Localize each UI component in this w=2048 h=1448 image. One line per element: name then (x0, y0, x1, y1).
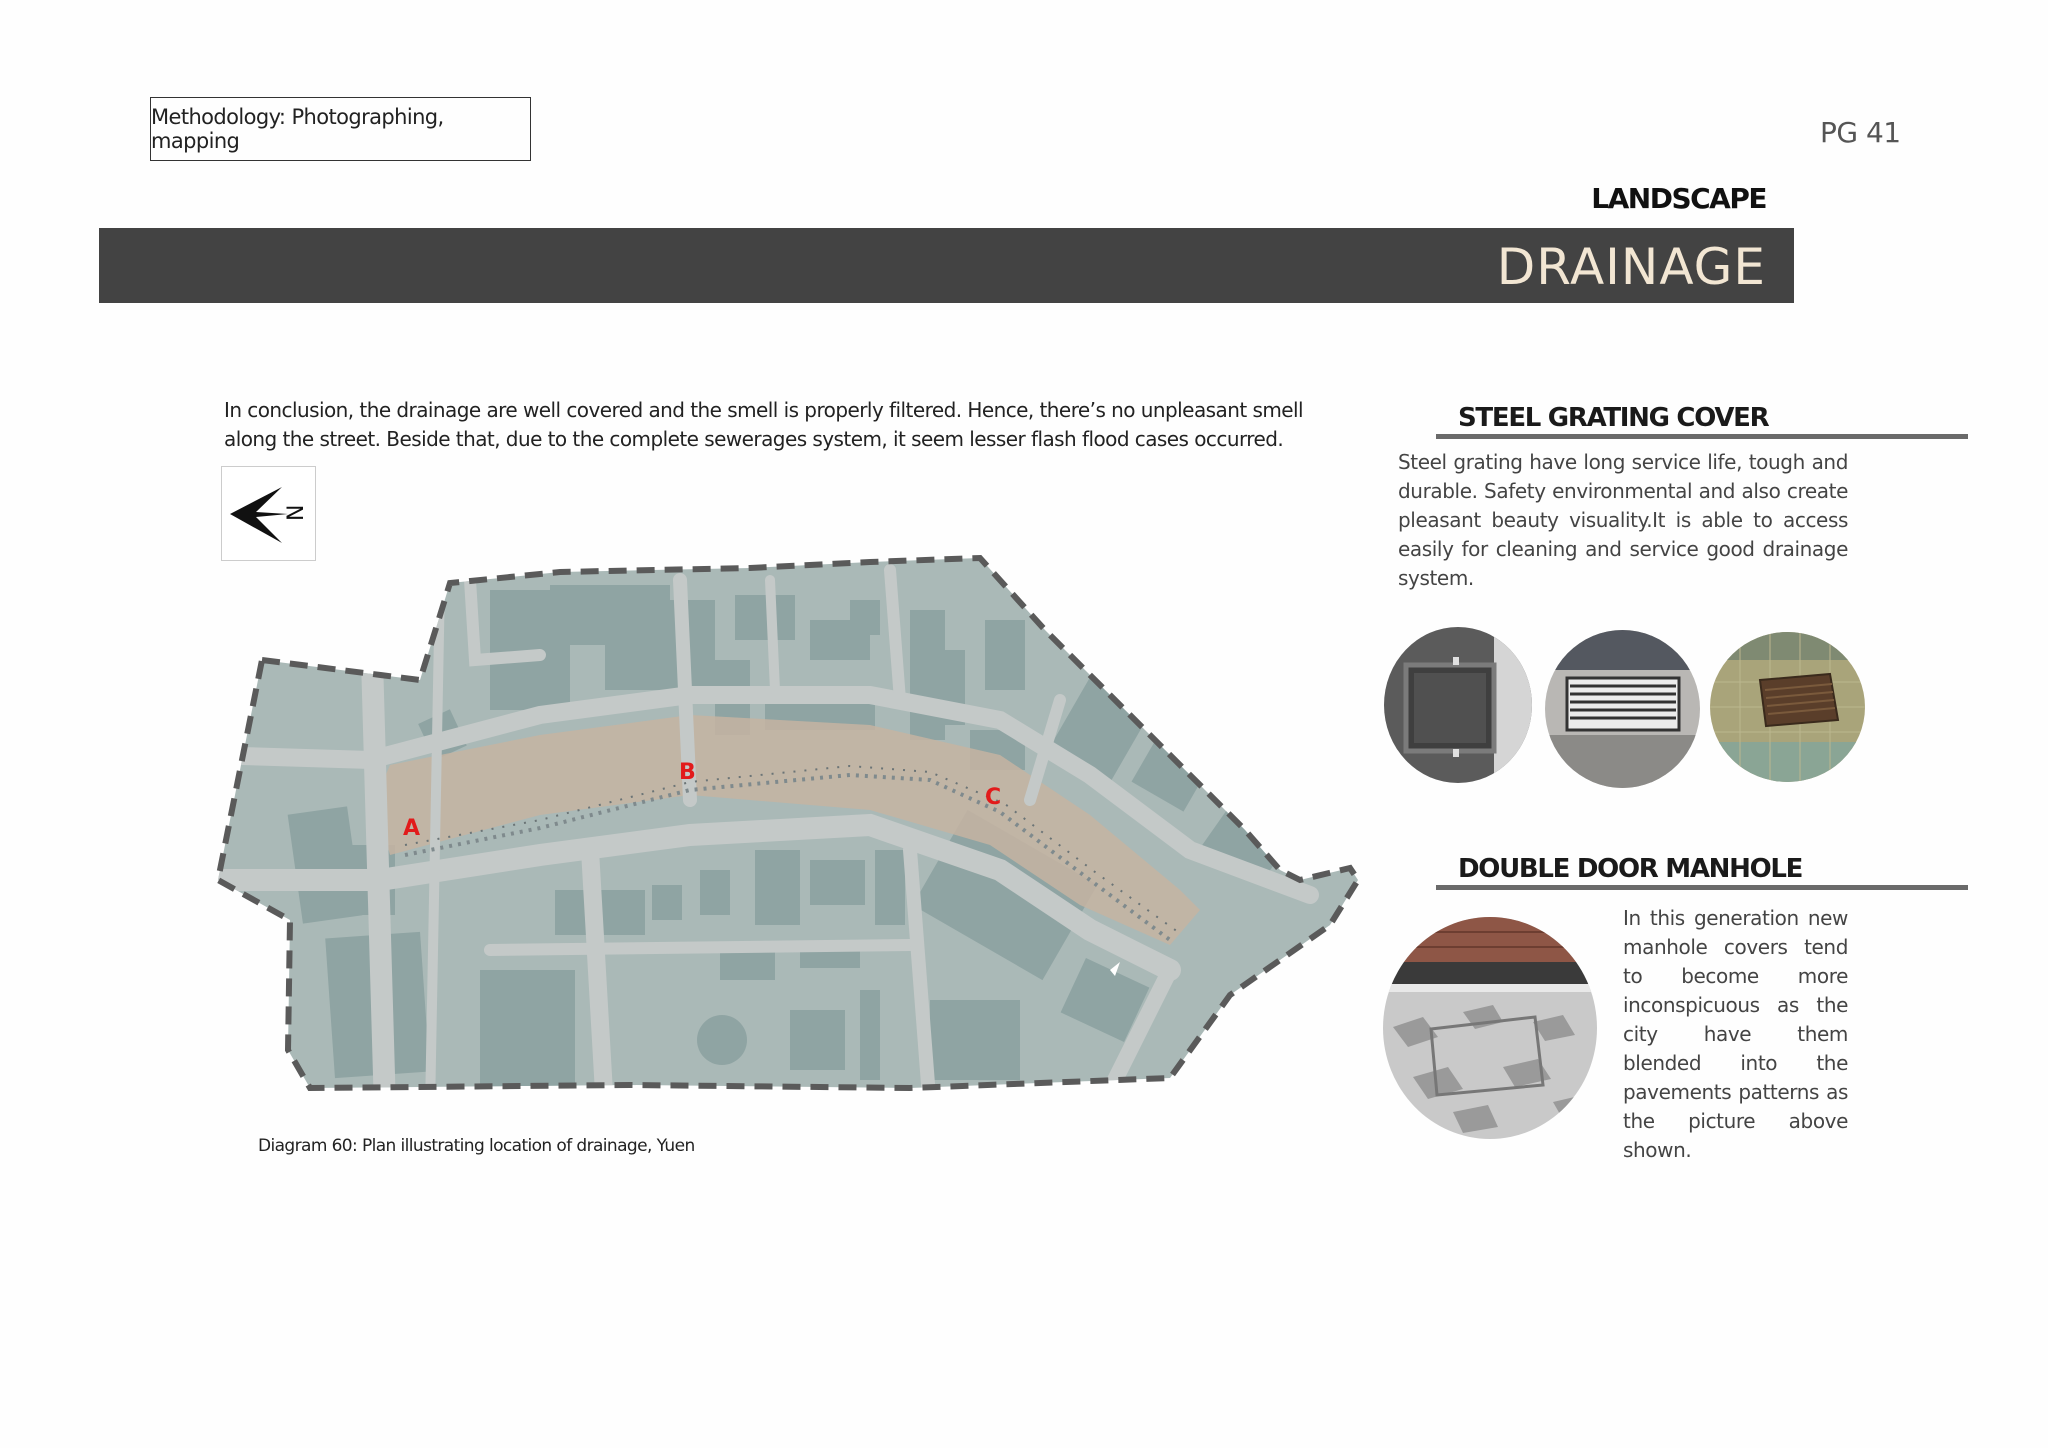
north-letter: N (284, 504, 309, 521)
methodology-box (150, 97, 531, 161)
north-arrow (221, 466, 316, 561)
steel-grating-title: STEEL GRATING COVER (1436, 402, 1968, 439)
title-bar (99, 228, 1794, 303)
marker-c: C (985, 785, 1002, 810)
methodology-label: Methodology: Photographing, mapping (151, 105, 444, 153)
north-arrow-icon (222, 467, 317, 562)
manhole-photo (1383, 917, 1597, 1139)
steel-grating-photo-1 (1384, 627, 1532, 783)
marker-b: B (679, 760, 696, 785)
steel-grating-photo-2 (1545, 630, 1700, 788)
page-number: PG 41 (1820, 116, 1901, 149)
steel-grating-text: Steel grating have long service life, tough and durable. Safety environmental and also create pleasant beauty visuality.It is able to access easily for cleaning and service good drainage system. (1398, 450, 1848, 590)
section-label: LANDSCAPE (1591, 182, 1766, 215)
double-door-manhole-title: DOUBLE DOOR MANHOLE (1436, 853, 1968, 890)
double-door-manhole-text: In this generation new manhole covers tend to become more inconspicuous as the city have them blended into the pavements patterns as the picture above shown. (1623, 906, 1848, 1162)
intro-paragraph: In conclusion, the drainage are well covered and the smell is properly filtered. Hence, there’s no unpleasant smell along the street. Beside that, due to the complete sewerages system, it seem lesser flash flood cases occurred. (224, 398, 1304, 451)
page-title: DRAINAGE (1496, 238, 1766, 296)
site-plan-map (210, 550, 1360, 1110)
marker-a: A (403, 816, 421, 841)
map-caption: Diagram 60: Plan illustrating location of drainage, Yuen (258, 1136, 695, 1156)
steel-grating-photo-3 (1710, 632, 1865, 782)
